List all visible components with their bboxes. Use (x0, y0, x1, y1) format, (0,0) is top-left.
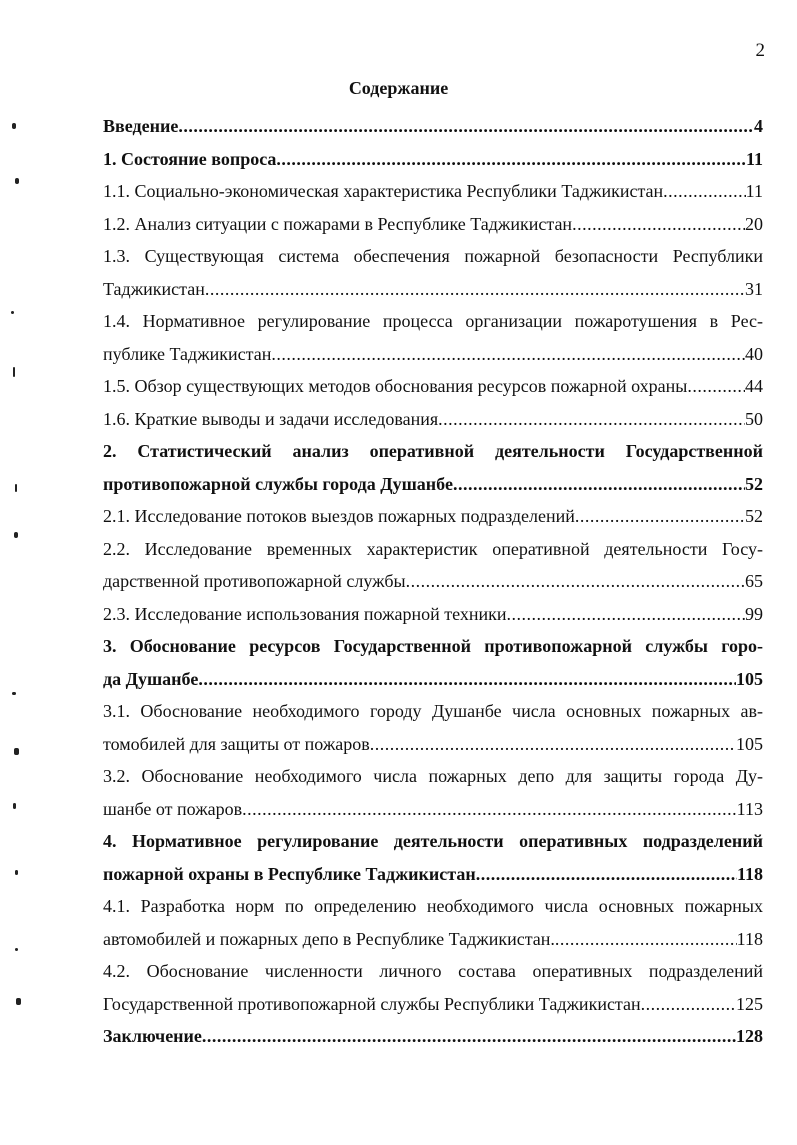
toc-entry (103, 825, 763, 890)
dot-leader (242, 793, 737, 826)
toc-entry-row (103, 793, 763, 826)
toc-page-number: 40 (745, 343, 763, 364)
toc-entry-row (103, 403, 763, 436)
toc-page-number: 11 (745, 181, 763, 201)
toc-entry (103, 305, 763, 370)
dot-leader (271, 338, 745, 371)
toc-entry-row (103, 565, 763, 598)
scan-speck (11, 311, 14, 314)
toc-entry-text: 3.1. Обоснование необходимого городу Душанбе числа основных пожарных ав- (103, 701, 763, 721)
toc-entry (103, 370, 763, 403)
toc-entry-row (103, 500, 763, 533)
toc-page-number: 4 (754, 116, 763, 136)
dot-leader (687, 370, 745, 403)
scan-speck (13, 803, 16, 809)
toc-entry (103, 435, 763, 500)
dot-leader (438, 403, 745, 436)
toc-entry-label: Заключение (103, 1026, 202, 1046)
toc-entry-label: автомобилей и пожарных депо в Республике Таджикистан. (103, 928, 555, 949)
toc-entry-row (103, 598, 763, 631)
toc-entry-label: 2.1. Исследование потоков выездов пожарных подразделений (103, 506, 575, 526)
toc-entry-text: 4.1. Разработка норм по определению необходимого числа основных пожарных (103, 896, 763, 916)
toc-entry (103, 598, 763, 631)
toc-entry (103, 208, 763, 241)
scan-speck (13, 367, 15, 377)
scan-speck (12, 692, 16, 695)
toc-page-number: 31 (745, 278, 763, 299)
dot-leader (202, 1020, 736, 1053)
toc-page-number: 113 (736, 798, 763, 819)
scan-speck (12, 123, 16, 129)
toc-page-number: 52 (745, 506, 763, 526)
dot-leader (575, 500, 745, 533)
toc-page-number: 50 (745, 408, 763, 429)
toc-entry-label: публике Таджикистан (103, 343, 272, 364)
page-title: Содержание (348, 78, 449, 98)
toc-entry-text: 4.2. Обоснование численности личного состава оперативных подразделений (103, 961, 763, 981)
dot-leader (641, 988, 736, 1021)
toc-entry-label: Государственной противопожарной службы Республики Таджикистан (103, 993, 641, 1014)
toc-page-number: 128 (736, 1026, 763, 1046)
toc-entry-row (103, 858, 763, 891)
dot-leader (178, 110, 754, 143)
dot-leader (406, 565, 745, 598)
toc-entry-text: 2.2. Исследование временных характеристик оперативной деятельности Госу- (103, 538, 763, 559)
toc-page-number: 125 (736, 993, 763, 1014)
toc-page-number: 44 (745, 376, 763, 396)
toc-entry-text: 2. Статистический анализ оперативной деятельности Государственной (103, 441, 763, 461)
toc-entry (103, 760, 763, 825)
toc-entry-row (103, 1020, 763, 1053)
scan-speck (14, 532, 18, 538)
toc-entry-label: томобилей для защиты от пожаров (103, 733, 370, 754)
toc-entry-row (103, 208, 763, 241)
toc-entry-row (103, 175, 763, 208)
toc-entry-label: шанбе от пожаров (103, 798, 243, 819)
toc-entry-row (103, 468, 763, 501)
dot-leader (276, 143, 746, 176)
toc-entry (103, 890, 763, 955)
toc-entry-label: дарственной противопожарной службы (103, 571, 406, 591)
toc-entry (103, 500, 763, 533)
dot-leader (507, 598, 745, 631)
toc-page-number: 118 (736, 928, 763, 949)
toc-entry-label: 1.2. Анализ ситуации с пожарами в Республике Таджикистан (103, 213, 573, 234)
dot-leader (198, 663, 736, 696)
toc-page-number: 105 (736, 668, 763, 689)
toc-entry-text: 3.2. Обоснование необходимого числа пожарных депо для защиты города Ду- (103, 766, 763, 786)
toc-entry-label: 1. Состояние вопроса (103, 148, 277, 169)
table-of-contents (103, 110, 763, 1053)
toc-entry-label: Таджикистан (103, 278, 205, 299)
dot-leader (476, 858, 737, 891)
toc-entry-label: 2.3. Исследование использования пожарной техники (103, 603, 507, 624)
dot-leader (555, 923, 737, 956)
toc-entry (103, 110, 763, 143)
toc-entry (103, 240, 763, 305)
dot-leader (205, 273, 745, 306)
toc-entry-row (103, 728, 763, 761)
toc-entry-text: 4. Нормативное регулирование деятельности оперативных подразделений (103, 831, 763, 851)
toc-entry-row (103, 143, 763, 176)
toc-entry-row (103, 370, 763, 403)
toc-entry (103, 630, 763, 695)
toc-entry (103, 533, 763, 598)
dot-leader (663, 175, 746, 208)
toc-page-number: 11 (745, 148, 763, 169)
toc-entry-label: 1.5. Обзор существующих методов обоснования ресурсов пожарной охраны (103, 376, 688, 396)
dot-leader (453, 468, 745, 501)
toc-entry-row (103, 338, 763, 371)
toc-entry-row (103, 273, 763, 306)
dot-leader (370, 728, 736, 761)
toc-page-number: 118 (736, 863, 763, 884)
scan-speck (15, 870, 18, 875)
scan-speck (14, 748, 19, 755)
toc-page-number: 105 (736, 733, 763, 754)
toc-entry-label: да Душанбе (103, 668, 199, 689)
toc-entry-row (103, 663, 763, 696)
toc-page-number: 52 (745, 473, 763, 494)
toc-page-number: 65 (745, 571, 763, 591)
toc-entry (103, 403, 763, 436)
scan-speck (15, 178, 19, 184)
toc-entry-label: 1.1. Социально-экономическая характеристика Республики Таджикистан (103, 181, 664, 201)
toc-entry-text: 1.3. Существующая система обеспечения пожарной безопасности Республики (103, 246, 763, 266)
toc-entry-label: Введение (103, 116, 179, 136)
toc-entry-row (103, 110, 763, 143)
toc-entry-row (103, 923, 763, 956)
toc-page-number: 99 (745, 603, 763, 624)
toc-entry (103, 1020, 763, 1053)
page-number: 2 (755, 40, 765, 61)
toc-entry-text: 3. Обоснование ресурсов Государственной противопожарной службы горо- (103, 636, 763, 656)
toc-entry (103, 695, 763, 760)
toc-entry-row (103, 988, 763, 1021)
toc-entry-label: 1.6. Краткие выводы и задачи исследования (103, 408, 439, 429)
scan-speck (16, 998, 21, 1005)
toc-entry-label: пожарной охраны в Республике Таджикистан (103, 863, 476, 884)
toc-entry (103, 143, 763, 176)
scan-speck (15, 948, 18, 951)
dot-leader (572, 208, 745, 241)
scan-speck (15, 484, 17, 492)
toc-page-number: 20 (745, 213, 763, 234)
toc-entry (103, 955, 763, 1020)
toc-entry-text: 1.4. Нормативное регулирование процесса организации пожаротушения в Рес- (103, 311, 763, 331)
toc-entry (103, 175, 763, 208)
toc-entry-label: противопожарной службы города Душанбе (103, 473, 453, 494)
